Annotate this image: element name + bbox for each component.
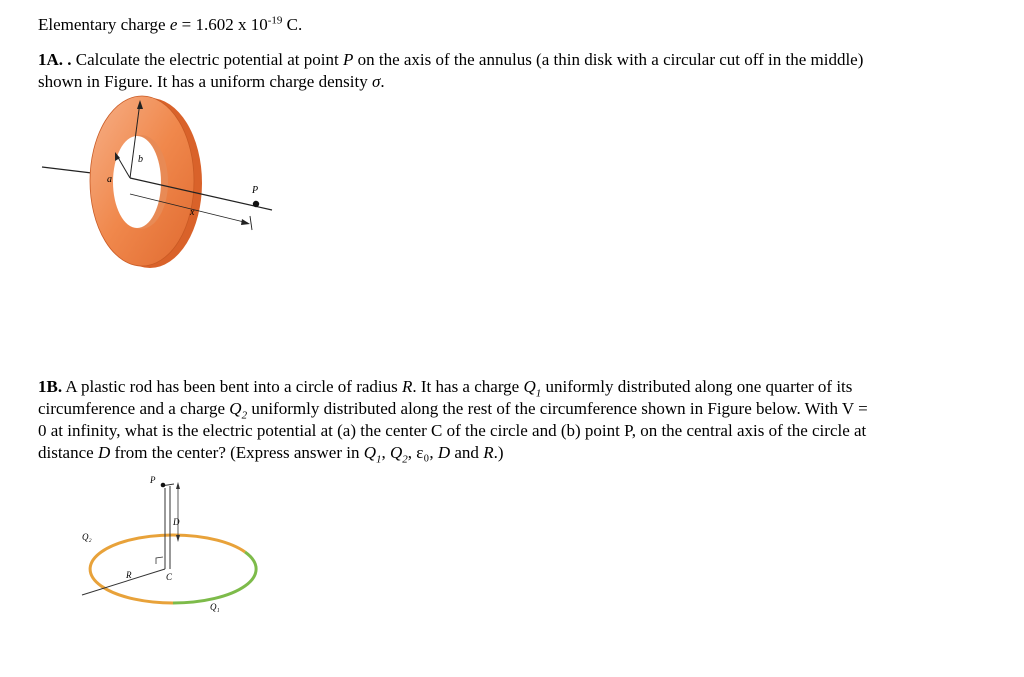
distance-symbol: D [437,443,451,462]
label-q2: Q₂ [82,532,92,542]
d-arrow-top [176,482,180,489]
problem-1a-text: shown in Figure. It has a uniform charge density [38,72,372,91]
problem-1b-line-3 [38,420,866,442]
elementary-charge-value: = 1.602 x 10 [177,15,268,34]
label-q1: Q₁ [210,602,220,612]
problem-1b-line-4 [38,442,504,464]
arc-q1 [173,552,256,603]
problem-1b-text: from the center? (Express answer in [110,443,364,462]
problem-1b-text: 0 at infinity, what is the electric potential at (a) the center C of the circle and (b) point P, on the central axis of the circle at [38,421,867,440]
label-p: P [252,185,259,196]
label-d: D [173,517,180,527]
problem-1a-text: . [380,72,385,91]
problem-1b-text: , ε₀, [407,443,438,462]
radius-symbol: R [483,443,494,462]
problem-1a-number: 1A. . [38,50,72,69]
problem-1a-text: on the axis of the annulus (a thin disk with a circular cut off in the middle) [353,50,864,69]
problem-1a-line-2 [38,71,385,93]
x-tick [250,216,252,230]
problem-1a-line-1 [38,49,863,71]
elementary-charge-label: Elementary charge [38,15,166,34]
charge-q-symbol: Q [390,443,403,462]
label-r: R [126,570,132,580]
charged-ring-figure [70,470,260,620]
charge-q-symbol: Q [523,377,536,396]
label-c: C [166,572,173,582]
label-b: b [138,154,143,165]
elementary-charge-exponent: -19 [267,14,283,27]
arc-q2 [90,535,245,603]
x-arrowhead [241,219,250,225]
label-a: a [107,174,112,185]
problem-1b-text: distance [38,443,98,462]
problem-1b-text: circumference and a charge [38,399,230,418]
problem-1b-text: and [450,443,484,462]
distance-symbol: D [97,443,111,462]
problem-1b-text: uniformly distributed along the rest of the circumference shown in Figure below. With V = [247,399,868,418]
problem-1b-line-1 [38,376,852,398]
d-arrow-bottom [176,535,180,542]
problem-1b-text: uniformly distributed along one quarter of its [541,377,853,396]
problem-1b-text: A plastic rod has been bent into a circle of radius [62,377,402,396]
radius-symbol: R [402,377,413,396]
annulus-figure [30,92,290,272]
annulus-hole [113,136,161,228]
elementary-charge-symbol: e [169,15,178,34]
problem-1b-text: .) [493,443,504,462]
elementary-charge-line [38,14,302,36]
problem-1b-number: 1B. [38,377,63,396]
point-p-dot [253,201,259,207]
sigma-symbol: σ [371,72,381,91]
problem-1b-line-2 [38,398,868,420]
charge-subscript-2: 2 [402,453,408,466]
charge-q-symbol: Q [229,399,242,418]
elementary-charge-unit: C. [282,15,303,34]
problem-1a-text: Calculate the electric potential at point [71,50,343,69]
label-x: x [190,207,195,218]
problem-1b-text: , [381,443,390,462]
charge-subscript-2: 2 [241,409,248,422]
charge-q-symbol: Q [363,443,376,462]
label-p: P [150,475,156,485]
charge-subscript-1: 1 [376,453,382,466]
point-p-dot [161,483,166,488]
point-p-symbol: P [342,50,354,69]
charge-subscript-1: 1 [535,387,542,400]
problem-1b-text: . It has a charge [412,377,524,396]
right-angle-marker [156,557,163,564]
